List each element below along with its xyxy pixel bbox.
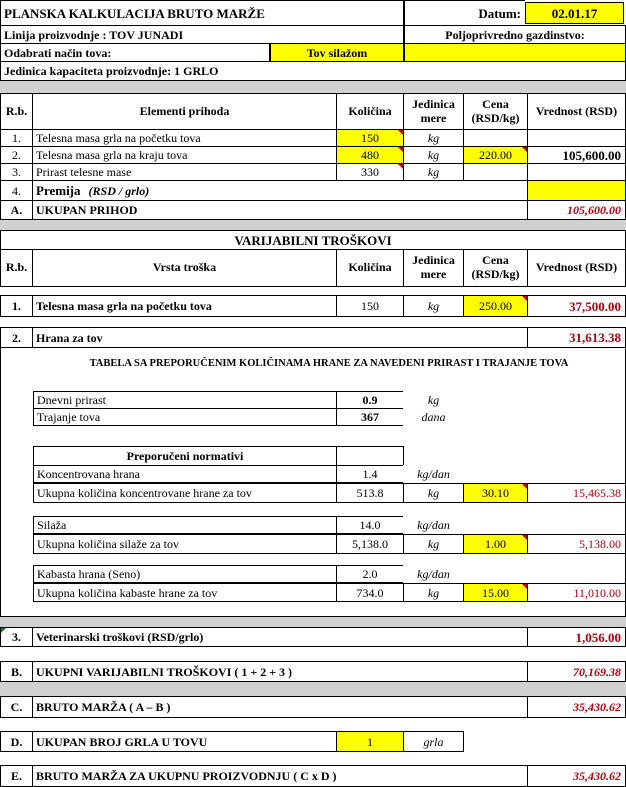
income-unit: kg	[403, 129, 464, 147]
income-rb: 1.	[0, 129, 33, 147]
col-value: Vrednost (RSD)	[527, 93, 626, 130]
income-rb: 2.	[0, 146, 33, 164]
concentrate-total-unit: kg	[403, 483, 464, 503]
income-unit: kg	[403, 163, 464, 181]
total-margin-rb: E.	[0, 765, 33, 787]
income-qty-input[interactable]: 150	[336, 129, 404, 147]
production-line: Linija proizvodnje : TOV JUNADI	[0, 25, 404, 44]
cost-price-input[interactable]: 250.00	[463, 295, 528, 317]
hay-price-input[interactable]: 15.00	[463, 583, 528, 602]
income-value	[527, 163, 626, 181]
herd-size-unit: grla	[403, 731, 464, 752]
concentrate-label: Koncentrovana hrana	[33, 465, 337, 483]
norms-title: Preporučeni normativi	[33, 446, 337, 466]
gross-margin-value: 35,430.62	[527, 696, 626, 718]
premium-label-cell	[32, 180, 528, 201]
norms-blank	[336, 446, 404, 466]
concentrate-value: 15,465.38	[527, 483, 626, 503]
premium-unit: (RSD / grlo)	[88, 183, 150, 198]
income-qty: 330	[336, 163, 404, 181]
hay-total: 734.0	[336, 583, 404, 602]
silage-total-unit: kg	[403, 534, 464, 554]
income-price	[463, 129, 528, 147]
income-price-input[interactable]: 220.00	[463, 146, 528, 164]
hay-daily: 2.0	[336, 565, 404, 583]
cost-qty: 150	[336, 295, 404, 317]
capacity-unit: Jedinica kapaciteta proizvodnje: 1 GRLO	[0, 61, 626, 81]
premium-rb: 4.	[0, 180, 33, 201]
income-name: Telesna masa grla na kraju tova	[32, 146, 337, 164]
premium-input[interactable]	[527, 180, 626, 201]
col-rb: R.b.	[0, 249, 33, 287]
cost-value: 31,613.38	[527, 327, 626, 348]
silage-label: Silaža	[33, 516, 337, 534]
daily-gain-unit: kg	[403, 391, 464, 409]
silage-daily: 14.0	[336, 516, 404, 534]
cost-name: Telesna masa grla na početku tova	[32, 295, 337, 317]
feed-table-title: TABELA SA PREPORUČENIM KOLIČINAMA HRANE ZA NAVEDENI PRIRAST I TRAJANJE TOVA	[34, 355, 624, 373]
separator	[0, 81, 626, 93]
income-name: Prirast telesne mase	[32, 163, 337, 181]
sheet-title: PLANSKA KALKULACIJA BRUTO MARŽE	[0, 0, 404, 26]
herd-size-rb: D.	[0, 731, 33, 752]
total-costs-value: 70,169.38	[527, 661, 626, 682]
income-price	[463, 163, 528, 181]
concentrate-price-input[interactable]: 30.10	[463, 483, 528, 503]
hay-value: 11,010.00	[527, 583, 626, 602]
separator	[0, 682, 626, 696]
col-qty: Količina	[336, 93, 404, 130]
concentrate-total: 513.8	[336, 483, 404, 503]
col-elements: Elementi prihoda	[32, 93, 337, 130]
silage-total-label: Ukupna količina silaže za tov	[33, 534, 337, 554]
hay-label: Kabasta hrana (Seno)	[33, 565, 337, 583]
concentrate-daily: 1.4	[336, 465, 404, 483]
income-value: 105,600.00	[527, 146, 626, 164]
cost-rb: 2.	[0, 327, 33, 348]
cost-value: 37,500.00	[527, 295, 626, 317]
cost-value: 1,056.00	[527, 627, 626, 647]
variable-costs-title: VARIJABILNI TROŠKOVI	[0, 230, 626, 250]
concentrate-daily-unit: kg/dan	[403, 465, 464, 483]
cost-name: Veterinarski troškovi (RSD/grlo)	[32, 627, 528, 647]
premium-label: Premija	[36, 183, 81, 198]
income-rb: 3.	[0, 163, 33, 181]
farm-name-input[interactable]	[404, 43, 626, 62]
col-price: Cena (RSD/kg)	[463, 93, 528, 130]
col-type: Vrsta troška	[32, 249, 337, 287]
col-unit: Jedinica mere	[403, 93, 464, 130]
daily-gain-label: Dnevni prirast	[33, 391, 337, 409]
silage-price-input[interactable]: 1.00	[463, 534, 528, 554]
col-rb: R.b.	[0, 93, 33, 130]
total-costs-label: UKUPNI VARIJABILNI TROŠKOVI ( 1 + 2 + 3 )	[32, 661, 528, 682]
separator	[0, 220, 626, 230]
farm-label: Poljoprivredno gazdinstvo:	[404, 25, 626, 44]
total-margin-value: 35,430.62	[527, 765, 626, 787]
date-input[interactable]: 02.01.17	[525, 2, 624, 24]
cost-name: Hrana za tov	[32, 327, 528, 348]
method-label: Odabrati način tova:	[0, 43, 270, 62]
income-value	[527, 129, 626, 147]
duration-unit: dana	[403, 408, 464, 426]
silage-total: 5,138.0	[336, 534, 404, 554]
gross-margin-label: BRUTO MARŽA ( A – B )	[32, 696, 528, 718]
cost-rb: 3.	[0, 627, 33, 647]
hay-total-label: Ukupna količina kabaste hrane za tov	[33, 583, 337, 602]
income-qty-input[interactable]: 480	[336, 146, 404, 164]
date-label: Datum:	[404, 0, 525, 26]
cost-rb: 1.	[0, 295, 33, 317]
concentrate-total-label: Ukupna količina koncentrovane hrane za tov	[33, 483, 337, 503]
col-unit: Jedinica mere	[403, 249, 464, 287]
total-costs-rb: B.	[0, 661, 33, 682]
hay-daily-unit: kg/dan	[403, 565, 464, 583]
duration-input[interactable]: 367	[336, 408, 404, 426]
separator	[0, 617, 626, 627]
col-value: Vrednost (RSD)	[527, 249, 626, 287]
gross-margin-rb: C.	[0, 696, 33, 718]
duration-label: Trajanje tova	[33, 408, 337, 426]
herd-size-label: UKUPAN BROJ GRLA U TOVU	[32, 731, 337, 752]
total-income-rb: A.	[0, 200, 33, 220]
total-income-value: 105,600.00	[527, 200, 626, 220]
method-select[interactable]: Tov silažom	[270, 43, 404, 62]
col-qty: Količina	[336, 249, 404, 287]
total-margin-label: BRUTO MARŽA ZA UKUPNU PROIZVODNJU ( C x D )	[32, 765, 528, 787]
col-price: Cena (RSD/kg)	[463, 249, 528, 287]
cost-unit: kg	[403, 295, 464, 317]
hay-total-unit: kg	[403, 583, 464, 602]
income-name: Telesna masa grla na početku tova	[32, 129, 337, 147]
income-unit: kg	[403, 146, 464, 164]
herd-size-input[interactable]: 1	[336, 731, 404, 752]
total-income-label: UKUPAN PRIHOD	[32, 200, 528, 220]
silage-daily-unit: kg/dan	[403, 516, 464, 534]
daily-gain-input[interactable]: 0.9	[336, 391, 404, 409]
silage-value: 5,138.00	[527, 534, 626, 554]
